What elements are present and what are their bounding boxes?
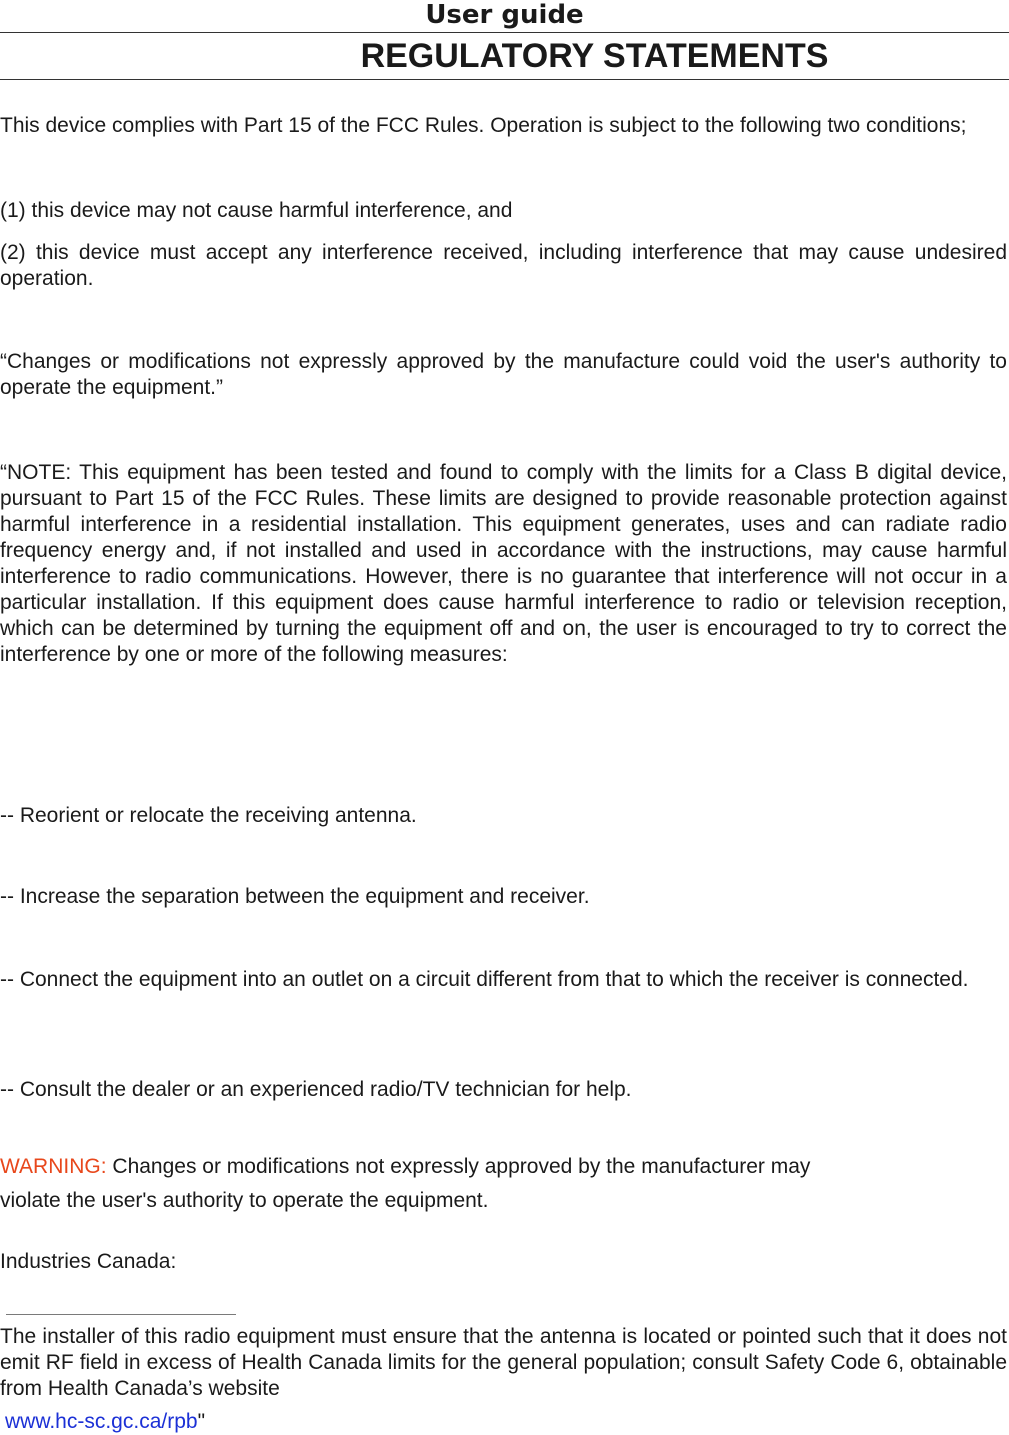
health-canada-link[interactable]: www.hc-sc.gc.ca/rpb — [5, 1410, 198, 1433]
fcc-condition-2: (2) this device must accept any interference received, including interference that may cause undesired operation. — [0, 241, 1007, 290]
measure-item-reorient: -- Reorient or relocate the receiving antenna. — [0, 804, 417, 827]
document-header-title: User guide — [425, 0, 584, 30]
fcc-note-paragraph: “NOTE: This equipment has been tested and found to comply with the limits for a Class B digital device, pursuant to Part 15 of the FCC Rules. These limits are designed to provide reasonable protection against harmful interference in a residential installation. This equipment generates, uses and can radiate radio frequency energy and, if not installed and used in accordance with the instructions, may cause harmful interference to radio communications. However, there is no guarantee that interference will not occur in a particular installation. If this equipment does cause harmful interference to radio or television reception, which can be determined by turning the equipment off and on, the user is encouraged to try to correct the interference by one or more of the following measures: — [0, 461, 1007, 666]
canada-heading: Industries Canada: — [0, 1250, 177, 1273]
warning-text-line1: Changes or modifications not expressly approved by the manufacturer may — [106, 1155, 811, 1178]
measure-item-separation: -- Increase the separation between the equipment and receiver. — [0, 885, 590, 908]
warning-label: WARNING: — [0, 1155, 107, 1178]
link-suffix: " — [197, 1410, 206, 1433]
measure-item-consult: -- Consult the dealer or an experienced radio/TV technician for help. — [0, 1078, 632, 1101]
changes-notice-paragraph: “Changes or modifications not expressly approved by the manufacture could void the user's authority to operate the equipment.” — [0, 350, 1007, 399]
warning-text-line2: violate the user's authority to operate the equipment. — [0, 1189, 489, 1212]
section-divider — [0, 79, 1009, 80]
canada-link-line — [0, 1409, 1007, 1435]
measure-item-outlet: -- Connect the equipment into an outlet on a circuit different from that to which the receiver is connected. — [0, 968, 969, 991]
section-title: REGULATORY STATEMENTS — [360, 37, 829, 75]
fcc-condition-1: (1) this device may not cause harmful interference, and — [0, 199, 513, 222]
warning-paragraph — [0, 1150, 1007, 1218]
fcc-intro-paragraph: This device complies with Part 15 of the FCC Rules. Operation is subject to the following two conditions; — [0, 114, 967, 137]
footnote-divider — [6, 1314, 236, 1315]
canada-paragraph: The installer of this radio equipment must ensure that the antenna is located or pointed such that it does not emit RF field in excess of Health Canada limits for the general population; consult Safety Code 6, obtainable from Health Canada’s website — [0, 1325, 1007, 1400]
header-divider — [0, 32, 1009, 33]
